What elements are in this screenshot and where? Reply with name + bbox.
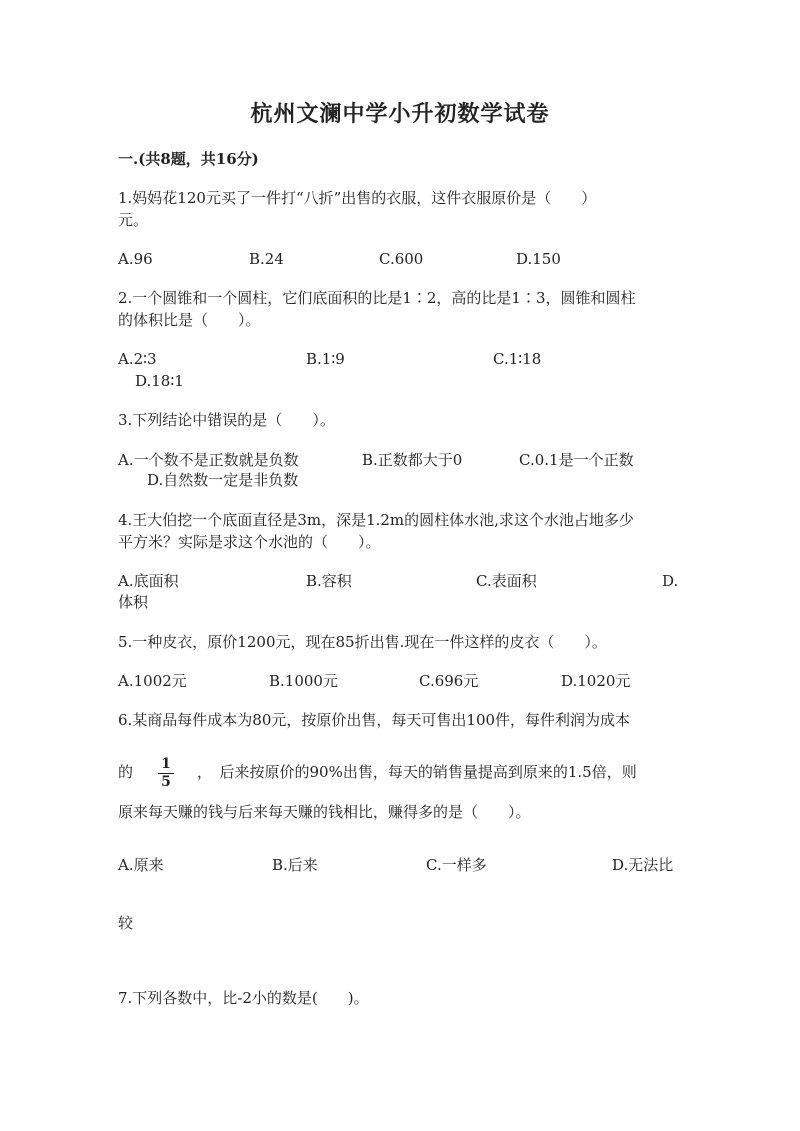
question-2-option-d: D.18∶1 xyxy=(135,372,184,390)
question-5-option-c: C.696元 xyxy=(419,672,479,690)
question-6-option-b: B.后来 xyxy=(272,856,318,874)
question-3-option-b: B.正数都大于0 xyxy=(362,451,463,469)
question-4-option-b: B.容积 xyxy=(306,572,352,590)
question-1-option-d: D.150 xyxy=(516,250,561,268)
question-2-option-b: B.1∶9 xyxy=(306,350,345,368)
question-4-option-c: C.表面积 xyxy=(476,572,537,590)
question-4-text: 4.王大伯挖一个底面直径是3m，深是1.2m的圆柱体水池,求这个水池占地多少 xyxy=(118,511,634,529)
question-1-option-c: C.600 xyxy=(379,250,424,268)
question-6-option-c: C.一样多 xyxy=(426,856,487,874)
question-2-text: 2.一个圆锥和一个圆柱，它们底面积的比是1∶2，高的比是1∶3，圆锥和圆柱 xyxy=(118,289,636,307)
question-5-text: 5.一种皮衣，原价1200元，现在85折出售.现在一件这样的皮衣（ ）。 xyxy=(118,633,607,651)
question-5-option-d: D.1020元 xyxy=(561,672,631,690)
question-4-option-d: D. xyxy=(662,572,679,590)
question-3-option-a: A.一个数不是正数就是负数 xyxy=(118,451,299,469)
fraction-numerator: 1 xyxy=(161,756,171,772)
question-3-option-c: C.0.1是一个正数 xyxy=(519,451,634,469)
question-6-option-a: A.原来 xyxy=(118,856,164,874)
question-1-option-b: B.24 xyxy=(249,250,284,268)
fraction-denominator: 5 xyxy=(161,774,171,790)
question-6-text: 6.某商品每件成本为80元，按原价出售，每天可售出100件，每件利润为成本 xyxy=(118,711,631,729)
question-6-option-d-wrap: 较 xyxy=(118,914,134,932)
question-3-text: 3.下列结论中错误的是（ ）。 xyxy=(118,411,335,429)
question-1-text-cont: 元。 xyxy=(118,211,149,229)
question-2-option-a: A.2∶3 xyxy=(118,350,157,368)
question-2-text-cont: 的体积比是（ ）。 xyxy=(118,311,261,329)
question-4-option-d-wrap: 体积 xyxy=(118,593,149,611)
section-heading: 一.(共8题，共16分) xyxy=(118,150,259,168)
question-1-text: 1.妈妈花120元买了一件打“八折”出售的衣服，这件衣服原价是（ ） xyxy=(118,189,597,207)
question-6-option-d: D.无法比 xyxy=(612,856,674,874)
question-5-option-a: A.1002元 xyxy=(118,672,187,690)
question-6-text-cont: 原来每天赚的钱与后来每天赚的钱相比，赚得多的是（ ）。 xyxy=(118,803,531,821)
question-3-option-d: D.自然数一定是非负数 xyxy=(147,471,299,489)
question-7-text: 7.下列各数中，比-2小的数是( )。 xyxy=(118,989,369,1007)
question-5-option-b: B.1000元 xyxy=(269,672,338,690)
question-6-text-prefix: 的 xyxy=(118,763,134,781)
question-6-fraction xyxy=(158,757,174,790)
question-4-text-cont: 平方米？实际是求这个水池的（ ）。 xyxy=(118,533,381,551)
question-4-option-a: A.底面积 xyxy=(118,572,179,590)
page-title: 杭州文澜中学小升初数学试卷 xyxy=(250,101,550,127)
question-1-option-a: A.96 xyxy=(118,250,153,268)
question-6-text-rest: ， 后来按原价的90%出售，每天的销售量提高到原来的1.5倍，则 xyxy=(197,763,637,781)
question-2-option-c: C.1∶18 xyxy=(493,350,542,368)
